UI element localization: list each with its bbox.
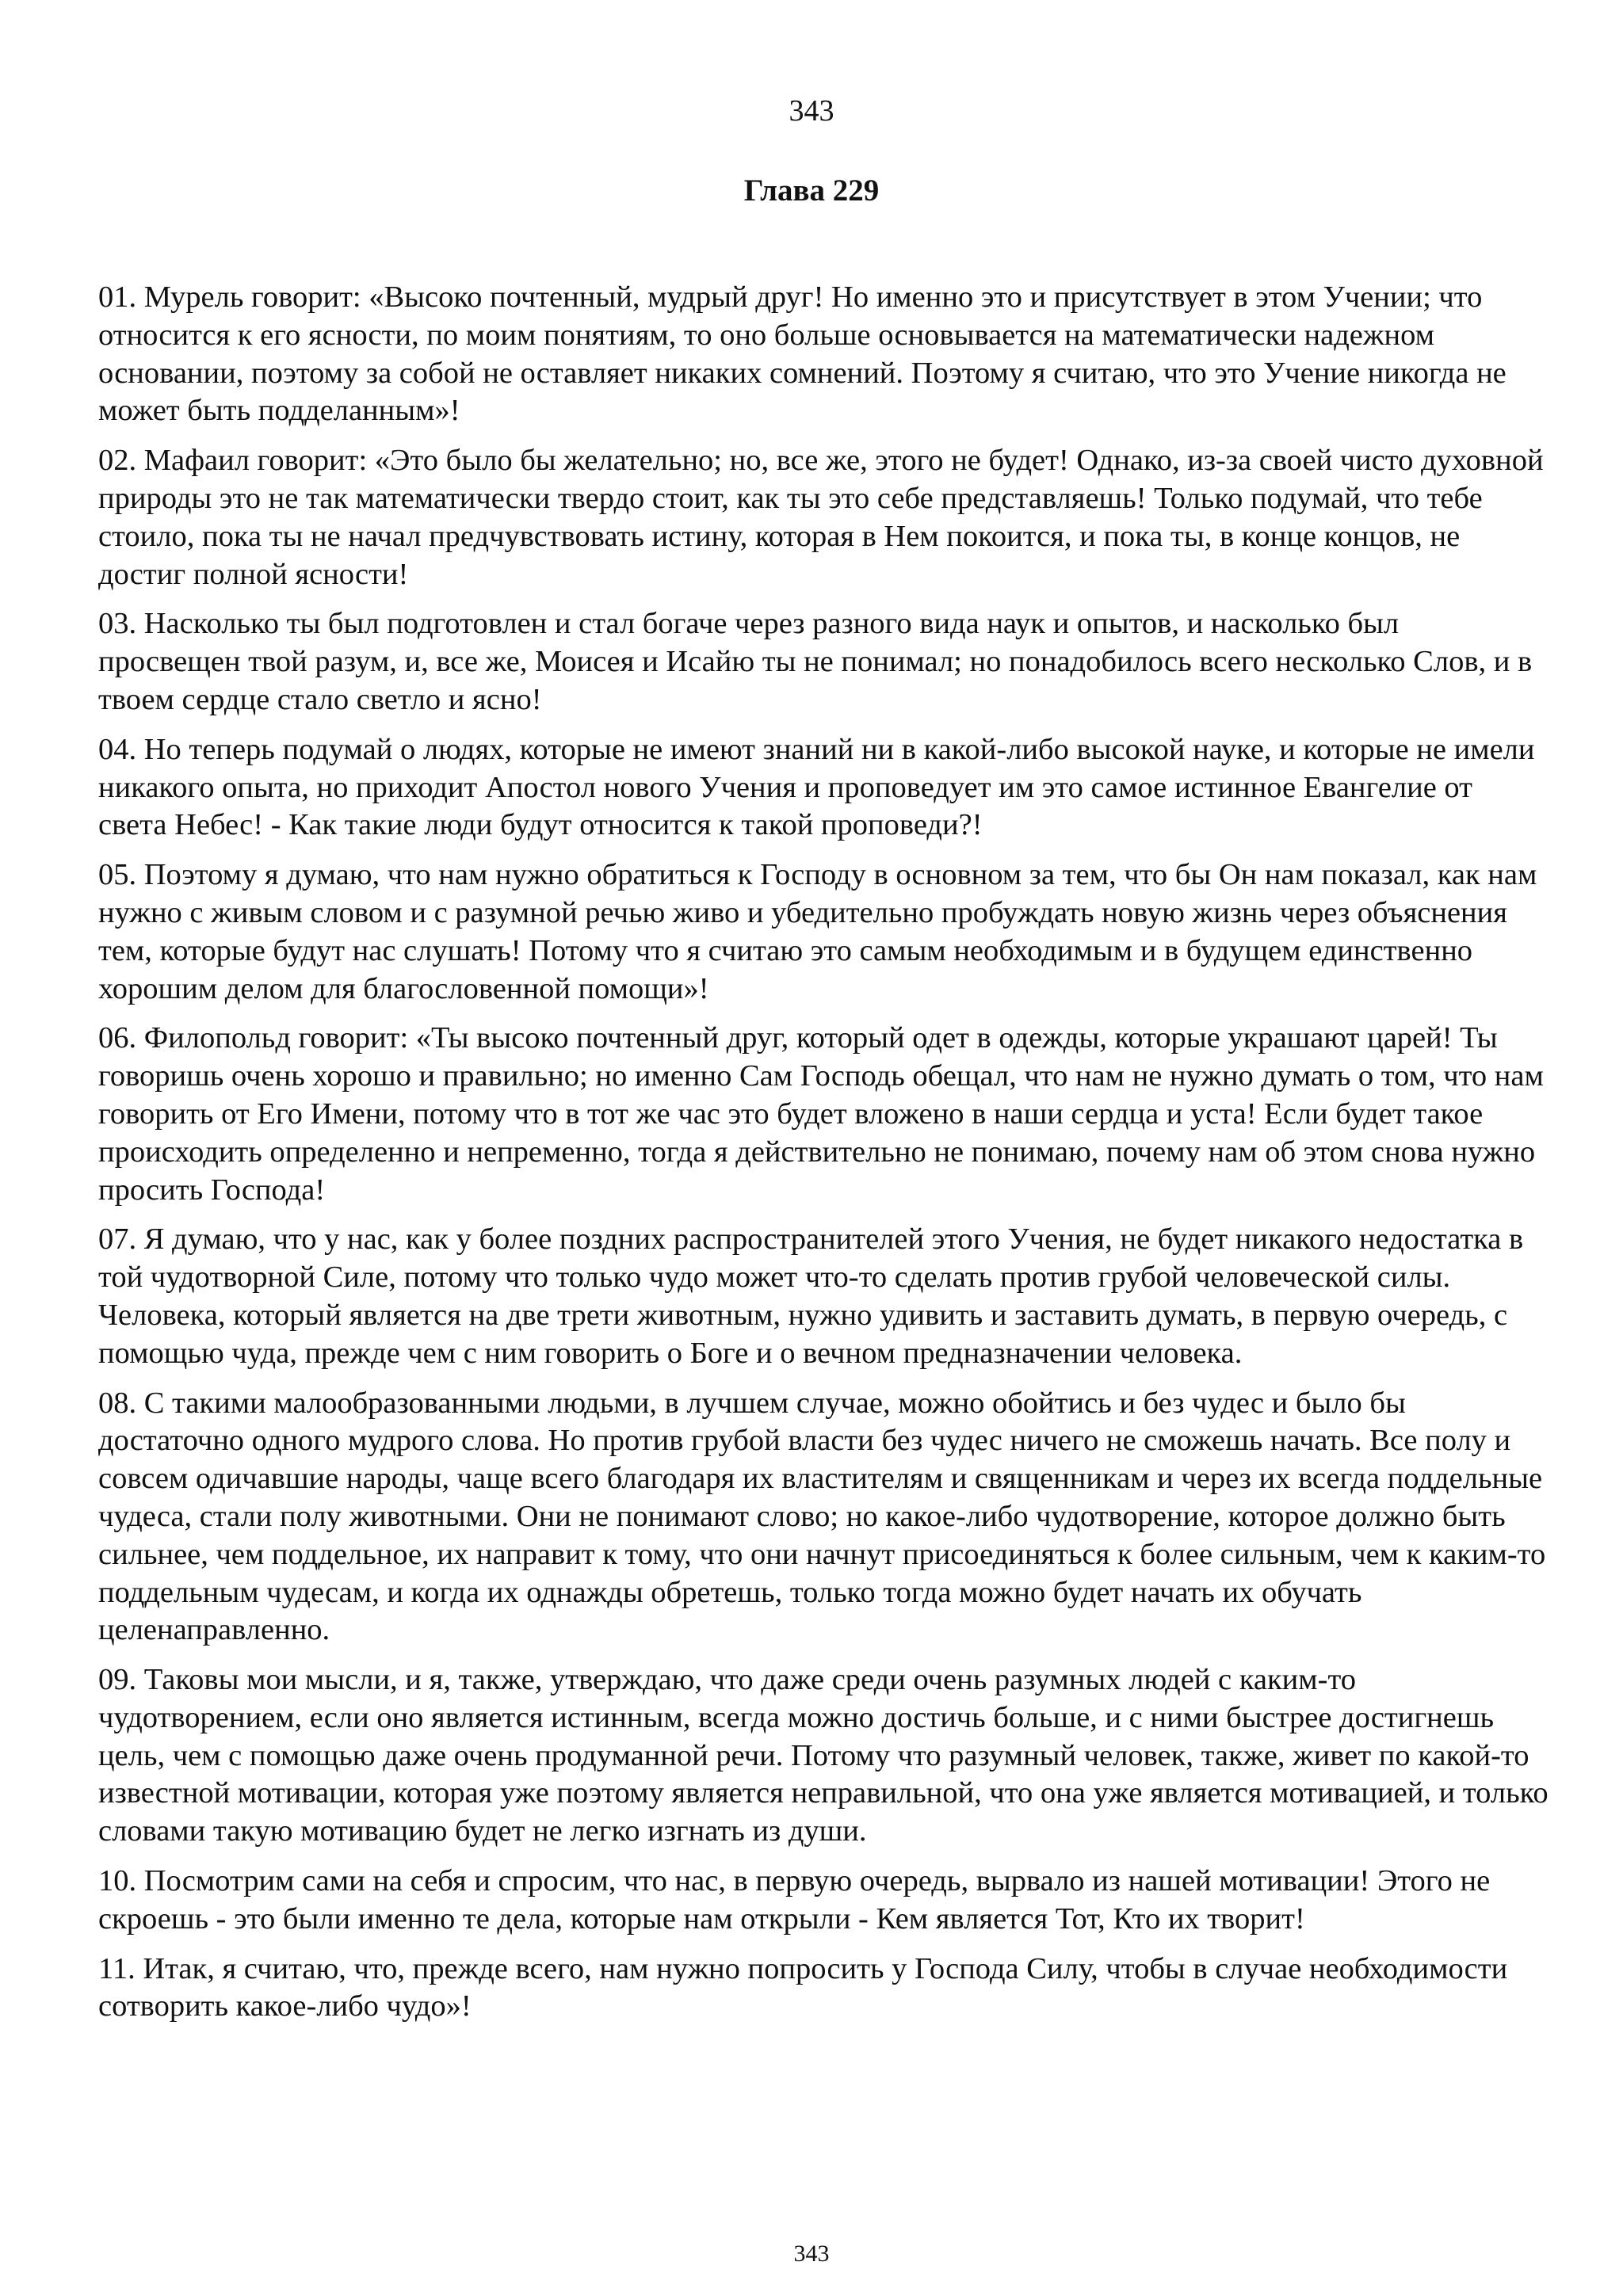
page-number-bottom: 343 xyxy=(793,2241,830,2267)
paragraph-01: 01. Мурель говорит: «Высоко почтенный, мудрый друг! Но именно это и присутствует в этом Учении; что относится к его ясности, по моим понятиям, то оно больше основывается на математически надежном основании, поэтому за собой не оставляет никаких сомнений. Поэтому я считаю, что это Учение никогда не может быть подделанным»! xyxy=(98,280,1507,428)
paragraph-09: 09. Таковы мои мысли, и я, также, утверждаю, что даже среди очень разумных людей с каким-то чудотворением, если оно является истинным, всегда можно достичь больше, и с ними быстрее достигнешь цель, чем с помощью даже очень продуманной речи. Потому что разумный человек, также, живет по какой-то известной мотивации, которая уже поэтому является неправильной, что она уже является мотивацией, и только словами такую мотивацию будет не легко изгнать из души. xyxy=(98,1663,1549,1848)
paragraph-02: 02. Мафаил говорит: «Это было бы желательно; но, все же, этого не будет! Однако, из-за своей чисто духовной природы это не так математически твердо стоит, как ты это себе представляешь! Только подумай, что тебе стоило, пока ты не начал предчувствовать истину, которая в Нем покоится, и пока ты, в конце концов, не достиг полной ясности! xyxy=(98,444,1544,591)
paragraph-06: 06. Филопольд говорит: «Ты высоко почтенный друг, который одет в одежды, которые украшают царей! Ты говоришь очень хорошо и правильно; но именно Сам Господь обещал, что нам не нужно думать о том, что нам говорить от Его Имени, потому что в тот же час это будет вложено в наши сердца и уста! Если будет такое происходить определенно и непременно, тогда я действительно не понимаю, почему нам об этом снова нужно просить Господа! xyxy=(98,1021,1544,1207)
paragraph-04: 04. Но теперь подумай о людях, которые не имеют знаний ни в какой-либо высокой науке, и которые не имели никакого опыта, но приходит Апостол нового Учения и проповедует им это самое истинное Евангелие от света Небес! - Как такие люди будут относится к такой проповеди?! xyxy=(98,732,1535,842)
chapter-body xyxy=(98,279,1549,2038)
paragraph-03: 03. Насколько ты был подготовлен и стал богаче через разного вида наук и опытов, и насколько был просвещен твой разум, и, все же, Моисея и Исайю ты не понимал; но понадобилось всего несколько Слов, и в твоем сердце стало светло и ясно! xyxy=(98,607,1533,716)
paragraph-08: 08. С такими малообразованными людьми, в лучшем случае, можно обойтись и без чудес и было бы достаточно одного мудрого слова. Но против грубой власти без чудес ничего не сможешь начать. Все полу и совсем одичавшие народы, чаще всего благодаря их властителям и священникам и через их всегда поддельные чудеса, стали полу животными. Они не понимают слово; но какое-либо чудотворение, которое должно быть сильнее, чем поддельное, их направит к тому, что они начнут присоединяться к более сильным, чем к каким-то поддельным чудесам, и когда их однажды обретешь, только тогда можно будет начать их обучать целенаправленно. xyxy=(98,1386,1546,1647)
paragraph-11: 11. Итак, я считаю, что, прежде всего, нам нужно попросить у Господа Силу, чтобы в случае необходимости сотворить какое-либо чудо»! xyxy=(98,1951,1508,2023)
paragraph-07: 07. Я думаю, что у нас, как у более поздних распространителей этого Учения, не будет никакого недостатка в той чудотворной Силе, потому что только чудо может что-то сделать против грубой человеческой силы. Человека, который является на две трети животным, нужно удивить и заставить думать, в первую очередь, с помощью чуда, прежде чем с ним говорить о Боге и о вечном предназначении человека. xyxy=(98,1222,1524,1370)
chapter-title: Глава 229 xyxy=(743,174,880,208)
paragraph-05: 05. Поэтому я думаю, что нам нужно обратиться к Господу в основном за тем, что бы Он нам показал, как нам нужно с живым словом и с разумной речью живо и убедительно пробуждать новую жизнь через объяснения тем, которые будут нас слушать! Потому что я считаю это самым необходимым и в будущем единственно хорошим делом для благословенной помощи»! xyxy=(98,858,1537,1005)
paragraph-10: 10. Посмотрим сами на себя и спросим, что нас, в первую очередь, вырвало из нашей мотивации! Этого не скроешь - это были именно те дела, которые нам открыли - Кем является Тот, Кто их творит! xyxy=(98,1864,1491,1936)
page-number-top: 343 xyxy=(789,94,834,128)
